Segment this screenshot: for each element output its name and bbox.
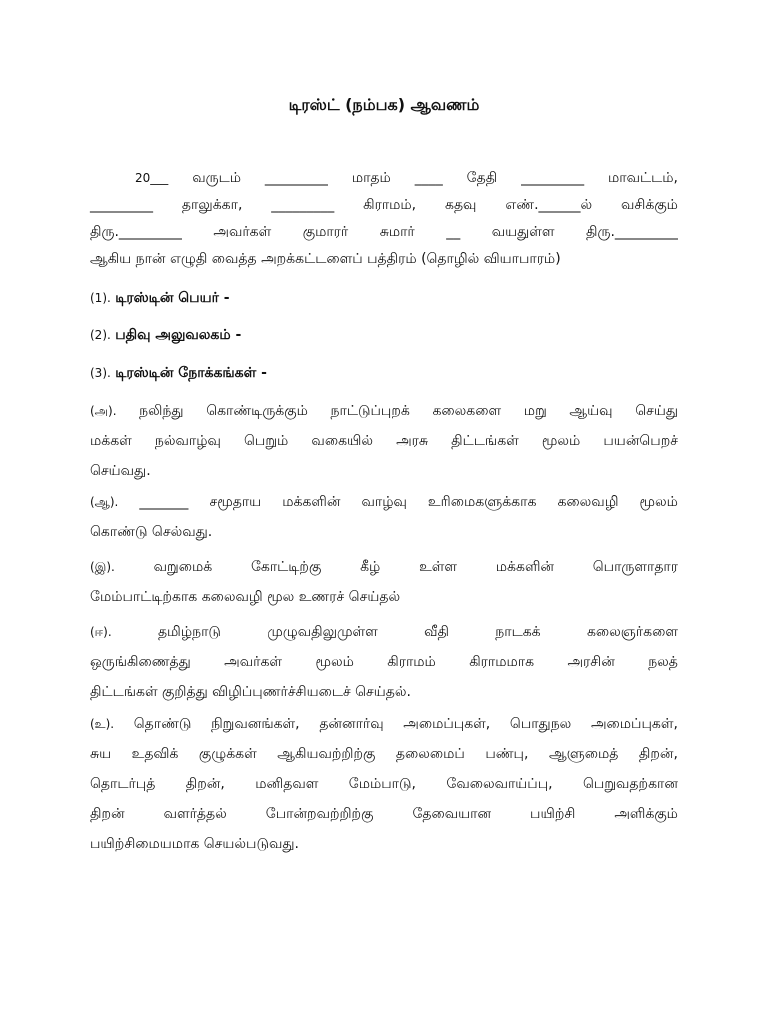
word: _________ [264, 170, 328, 186]
text-line [90, 426, 678, 456]
text-line [90, 396, 678, 426]
text-line [90, 709, 678, 739]
word: மாதம் [351, 170, 391, 186]
word: சுமார் [379, 224, 415, 240]
objective-paragraph-ii [90, 617, 678, 707]
word: உதவிக் [131, 746, 179, 762]
word: அமைப்புகள், [590, 716, 678, 732]
word: ஒருங்கிணைத்து [90, 654, 191, 670]
heading-trust-objectives [90, 361, 678, 385]
word: சமூதாய [209, 494, 262, 510]
word: கொண்டு செல்வது. [90, 524, 213, 540]
word: மேம்பாட்டிற்காக கலைவழி மூல உணரச் செய்தல் [90, 589, 401, 605]
word: அமைப்புகள், [403, 716, 491, 732]
word: தேதி [466, 170, 498, 186]
text-line [90, 456, 678, 486]
word: மனிதவள [255, 776, 319, 792]
word: (ஆ). [90, 495, 119, 509]
word: தொண்டு [133, 716, 192, 732]
word: மக்களின் [495, 559, 555, 575]
document-title: டிரஸ்ட் (நம்பக) ஆவணம் [288, 95, 480, 114]
word: வளர்த்தல் [163, 806, 227, 822]
word: தேவையான [412, 806, 492, 822]
word: குழுக்கள் [198, 746, 257, 762]
word: கிராமம் [387, 654, 436, 670]
word: வீதி [424, 624, 449, 640]
word: நிறுவனங்கள், [211, 716, 300, 732]
text-line [90, 192, 678, 219]
word: பண்பு, [485, 746, 529, 762]
text-line [90, 647, 678, 677]
word: கலைகளை [432, 403, 502, 419]
objective-paragraph-i [90, 552, 678, 612]
objective-paragraph-a [90, 396, 678, 486]
word: நலத் [648, 654, 678, 670]
word: பயன்பெறச் [603, 433, 678, 449]
word: _________ [90, 197, 153, 213]
word: அரசின் [567, 654, 615, 670]
word: பெறுவதற்கான [583, 776, 678, 792]
text-line [90, 487, 678, 517]
word: திட்டங்கள் [451, 433, 519, 449]
word: ஆகிய நான் எழுதி வைத்த அறக்கட்டளைப் பத்திரம் (தொழில் வியாபாரம்) [90, 251, 561, 267]
text-line [90, 517, 678, 547]
word: (இ). [90, 560, 115, 574]
word: பொதுநல [509, 716, 572, 732]
word: மூலம் [639, 494, 678, 510]
word: போன்றவற்றிற்கு [265, 806, 374, 822]
word: அரசு [396, 433, 429, 449]
word: ____ [414, 170, 443, 186]
heading-text: டிரஸ்டின் நோக்கங்கள் - [115, 365, 267, 381]
word: ஆய்வு [569, 403, 613, 419]
text-line [90, 617, 678, 647]
word: (ஈ). [90, 625, 112, 639]
word: தமிழ்நாடு [157, 624, 221, 640]
heading-registered-office [90, 323, 678, 347]
heading-trust-name [90, 286, 678, 310]
word: திறன், [185, 776, 225, 792]
text-line [90, 165, 678, 192]
word: வேலைவாய்ப்பு, [446, 776, 553, 792]
word: 20___ [135, 171, 169, 185]
word: கலைவழி [557, 494, 619, 510]
word: கலைஞர்களை [586, 624, 678, 640]
word: பொருளாதார [592, 559, 678, 575]
word: அளிக்கும் [614, 806, 678, 822]
word: மக்கள் [90, 433, 132, 449]
word: ஆளுமைத் [548, 746, 619, 762]
word: வறுமைக் [153, 559, 213, 575]
word: வருடம் [192, 170, 241, 186]
text-line [90, 799, 678, 829]
text-line [90, 219, 678, 246]
heading-number: (3). [90, 366, 111, 380]
word: கீழ் [360, 559, 381, 575]
heading-number: (2). [90, 328, 111, 342]
word: (உ). [90, 717, 115, 731]
text-line [90, 582, 678, 612]
word: மூலம் [315, 654, 354, 670]
word: மாவட்டம், [608, 170, 678, 186]
word: செய்வது. [90, 463, 151, 479]
heading-number: (1). [90, 291, 111, 305]
objective-paragraph-aa [90, 487, 678, 547]
word: திட்டங்கள் குறித்து விழிப்புணர்ச்சியடைச் செய்தல். [90, 684, 412, 700]
text-line [90, 739, 678, 769]
word: மறு [523, 403, 547, 419]
word: வசிக்கும் [621, 197, 678, 213]
word: திரு._________ [586, 224, 678, 240]
text-line [90, 829, 678, 859]
word: வகையில் [311, 433, 374, 449]
text-line [90, 769, 678, 799]
word: தன்னார்வு [319, 716, 384, 732]
word: _________ [521, 170, 585, 186]
word: அவர்கள் [213, 224, 272, 240]
word: கதவு [444, 197, 477, 213]
word: திறன் [90, 806, 125, 822]
word: உரிமைகளுக்காக [427, 494, 537, 510]
word: பெறும் [244, 433, 289, 449]
word: எண்.______ல் [505, 197, 593, 213]
word: (அ). [90, 404, 117, 418]
word: கோட்டிற்கு [250, 559, 322, 575]
word: அவர்கள் [224, 654, 283, 670]
word: நல்வாழ்வு [154, 433, 221, 449]
word: செய்து [635, 403, 678, 419]
word: மூலம் [541, 433, 581, 449]
word: மக்களின் [282, 494, 341, 510]
word: முழுவதிலுமுள்ள [267, 624, 378, 640]
word: __ [446, 224, 461, 240]
word: குமாரர் [302, 224, 349, 240]
text-line [90, 552, 678, 582]
word: தாலுக்கா, [181, 197, 243, 213]
word: மேம்பாடு, [348, 776, 416, 792]
word: திரு._________ [90, 224, 182, 240]
word: தொடர்புத் [90, 776, 156, 792]
word: திறன், [638, 746, 678, 762]
objective-paragraph-u [90, 709, 678, 859]
word: கொண்டிருக்கும் [206, 403, 308, 419]
heading-text: பதிவு அலுவலகம் - [115, 327, 242, 343]
text-line [90, 677, 678, 707]
word: பயிற்சிமையமாக செயல்படுவது. [90, 836, 299, 852]
word: நலிந்து [139, 403, 184, 419]
word: _________ [271, 197, 335, 213]
word: ஆகியவற்றிற்கு [277, 746, 376, 762]
word: நாட்டுப்புறக் [330, 403, 410, 419]
heading-text: டிரஸ்டின் பெயர் - [115, 290, 230, 306]
word: தலைமைப் [395, 746, 465, 762]
word: _______ [139, 494, 189, 510]
word: கிராமம், [363, 197, 417, 213]
word: கிராமமாக [469, 654, 535, 670]
word: வயதுள்ள [491, 224, 555, 240]
word: உள்ள [419, 559, 458, 575]
word: வாழ்வு [361, 494, 407, 510]
word: நாடகக் [495, 624, 541, 640]
intro-paragraph [90, 165, 678, 273]
word: பயிற்சி [530, 806, 576, 822]
word: சுய [90, 746, 112, 762]
text-line [90, 246, 678, 273]
